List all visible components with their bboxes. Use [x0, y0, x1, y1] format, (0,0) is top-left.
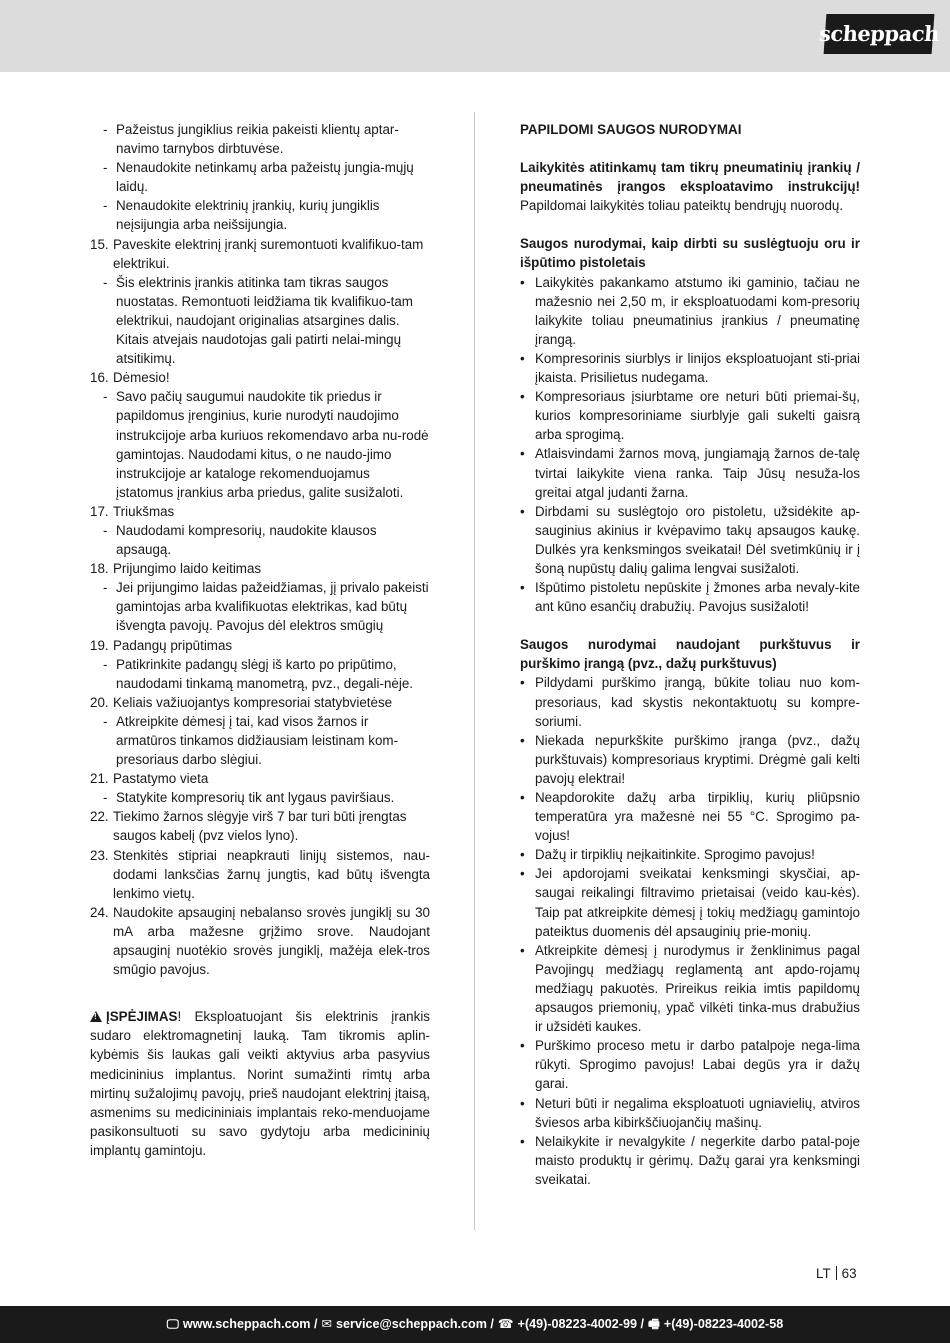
bullet-text: Purškimo proceso metu ir darbo patalpoje nega-lima rūkyti. Sprogimo pavojus! Labai degūs yra ir dažų garai.	[535, 1038, 860, 1092]
warning-text: ! Eksploatuojant šis elektrinis įrankis sudaro elektromagnetinį lauką. Tam tikromis aplin-kybėmis šis laukas gali veikti aktyvius arba pasyvius medicininius implantus. Norint sumažinti rimtų arba mirtinų sužalojimų pavojų, prieš naudojant elektrinį įtaisą, asmenims su medicininiais implantais reko-menduojame pasikonsultuoti su savo gydytoju arba medicininių implantų gamintoju.	[90, 1009, 430, 1158]
dash-item	[90, 158, 430, 196]
item-text: Tiekimo žarnos slėgyje virš 7 bar turi būti įrengtas saugos kabelį (pvz vielos lyno).	[113, 809, 407, 844]
section2-heading: Saugos nurodymai naudojant purkštuvus ir purškimo įrangą (pvz., dažų purkštuvus)	[520, 637, 860, 672]
item-text: Naudokite apsauginį nebalanso srovės jungiklį su 30 mA arba mažesne grįžimo srove. Naudojant apsauginį nuotėkio srovės jungiklį, mažėja elek-tros smūgio pavojus.	[113, 904, 430, 978]
item-text: Patikrinkite padangų slėgį iš karto po pripūtimo, naudodami tinkamą manometrą, pvz., degali-nėje.	[116, 656, 413, 691]
bullet-item	[520, 864, 860, 940]
phone-icon: ☎︎	[497, 1316, 514, 1331]
bullet-text: Nelaikykite ir nevalgykite / negerkite darbo patal-poje maisto produktų ir gėrimų. Dažų garai yra kenksmingi sveikatai.	[535, 1133, 860, 1187]
item-text: Keliais važiuojantys kompresoriai statybvietėse	[113, 694, 393, 710]
bullet-item	[520, 502, 860, 578]
warning-title: ĮSPĖJIMAS	[106, 1009, 178, 1025]
bullet-item	[520, 1036, 860, 1093]
numbered-item	[90, 846, 430, 903]
monitor-icon: 🖵︎	[166, 1316, 179, 1331]
item-marker: -	[103, 580, 108, 596]
bullet-marker: •	[520, 790, 525, 805]
bullet-item	[520, 673, 860, 730]
item-marker: 23.	[90, 847, 109, 863]
page-number	[816, 1264, 857, 1283]
numbered-item	[90, 769, 430, 788]
item-text: Padangų pripūtimas	[113, 637, 233, 653]
footer-phone[interactable]: +(49)-08223-4002-99 /	[517, 1316, 644, 1331]
dash-item	[90, 788, 430, 807]
dash-item	[90, 655, 430, 693]
item-marker: 16.	[90, 370, 109, 386]
bullet-text: Atkreipkite dėmesį į nurodymus ir ženklinimus pagal Pavojingų medžiagų reglamentą ant apdo-rojamų medžiagų pakuotės. Prireikus reikia imtis papildomų apsaugos priemonių, ypač vilkėti tinka-mus drabužius ir užsidėti kaukes.	[535, 942, 860, 1035]
item-marker: 15.	[90, 236, 109, 252]
item-marker: 21.	[90, 771, 109, 787]
numbered-item	[90, 559, 430, 578]
dash-item	[90, 387, 430, 502]
item-text: Nenaudokite netinkamų arba pažeistų jungia-mųjų laidų.	[116, 160, 414, 195]
bullet-item	[520, 941, 860, 1036]
page-separator	[836, 1266, 837, 1280]
item-text: Naudodami kompresorių, naudokite klausos apsaugą.	[116, 522, 377, 558]
item-text: Pastatymo vieta	[113, 771, 209, 787]
bullet-item	[520, 273, 860, 349]
item-marker: -	[103, 389, 108, 405]
left-column	[90, 120, 430, 1160]
bullet-marker: •	[520, 503, 525, 519]
item-text: Šis elektrinis įrankis atitinka tam tikras saugos nuostatas. Remontuoti leidžiama tik kvalifikuo-tam elektrikui, naudojant originalias atsargines dalis. Kitais atvejais naudotojas gali patirti nelai-mingų atsitikimų.	[116, 274, 413, 367]
bullet-item	[520, 1132, 860, 1189]
item-text: Atkreipkite dėmesį į tai, kad visos žarnos ir armatūros tinkamos didžiausiam leistinam kom-presoriaus darbo slėgiui.	[116, 713, 399, 768]
header-band	[0, 0, 950, 72]
fax-icon: 🖷︎	[647, 1316, 660, 1331]
item-marker: -	[103, 522, 108, 538]
intro-paragraph	[520, 158, 860, 215]
section-title: PAPILDOMI SAUGOS NURODYMAI	[520, 122, 742, 137]
page-num-value: 63	[841, 1266, 857, 1281]
bullet-item	[520, 731, 860, 788]
item-marker: -	[103, 160, 108, 176]
bullet-item	[520, 1094, 860, 1132]
item-marker: -	[103, 122, 108, 137]
bullet-marker: •	[520, 446, 525, 462]
item-text: Prijungimo laido keitimas	[113, 561, 262, 577]
item-marker: -	[103, 656, 108, 672]
warning-triangle-icon	[90, 1011, 102, 1022]
item-marker: -	[103, 274, 108, 290]
bullet-marker: •	[520, 350, 525, 366]
dash-item	[90, 521, 430, 559]
dash-item	[90, 196, 430, 234]
footer-email[interactable]: service@scheppach.com /	[336, 1316, 494, 1331]
bullet-text: Dirbdami su suslėgtojo oro pistoletu, užsidėkite ap-sauginius akinius ir kvėpavimo takų apsaugos kaukę. Dulkės yra kenksmingos sveikatai! Dėl svetimkūnių ir į šoną nupūstų dalių galima lengvai susižaloti.	[535, 503, 860, 576]
bullet-marker: •	[520, 580, 525, 596]
item-text: Savo pačių saugumui naudokite tik priedus ir papildomus įrenginius, kurie nurodyti naudojimo instrukcijoje arba kuriuos rekomendavo arba nu-rodė gamintojas. Naudodami kitus, o ne naudo-jimo instrukcijoje ar kataloge rekomenduojamus įstatomus įrankius arba priedus, galite susižaloti.	[116, 389, 429, 500]
bullet-item	[520, 349, 860, 387]
numbered-item	[90, 903, 430, 979]
dash-item	[90, 578, 430, 635]
right-column	[520, 120, 860, 1189]
intro-rest: Papildomai laikykitės toliau pateiktų bendrųjų nuorodų.	[520, 198, 844, 214]
bullet-text: Atlaisvindami žarnos movą, jungiamąją žarnos de-talę tvirtai laikykite viena ranka. Taip Jūsų nesuža-los greitai atgal judanti žarna.	[535, 446, 860, 500]
numbered-item	[90, 235, 430, 273]
bullet-item	[520, 578, 860, 616]
bullet-marker: •	[520, 389, 525, 405]
bullet-text: Laikykitės pakankamo atstumo iki gaminio, tačiau ne mažesnio nei 2,50 m, ir eksploatuodami kom-presorių laikykite toliau pneumatinius įrankius / pneumatinę įrangą.	[535, 274, 860, 347]
dash-item	[90, 120, 430, 158]
bullet-marker: •	[520, 1038, 525, 1054]
item-marker: 22.	[90, 809, 109, 825]
item-text: Dėmesio!	[113, 370, 170, 386]
item-text: Pažeistus jungiklius reikia pakeisti klientų aptar-navimo tarnybos dirbtuvėse.	[116, 122, 399, 157]
bullet-marker: •	[520, 1095, 525, 1111]
mail-icon: ✉︎	[321, 1316, 333, 1331]
item-text: Triukšmas	[113, 503, 175, 519]
item-text: Statykite kompresorių tik ant lygaus paviršiaus.	[116, 790, 395, 806]
column-divider	[474, 112, 475, 1230]
numbered-item	[90, 636, 430, 655]
bullet-marker: •	[520, 1133, 525, 1149]
dash-item	[90, 273, 430, 368]
bullet-text: Išpūtimo pistoletu nepūskite į žmones arba nevaly-kite ant kūno esančių drabužių. Pavojus susižaloti!	[535, 580, 860, 615]
section1-heading: Saugos nurodymai, kaip dirbti su suslėgtuoju oru ir išpūtimo pistoletais	[520, 236, 860, 271]
bullet-text: Dažų ir tirpiklių neįkaitinkite. Sprogimo pavojus!	[535, 847, 815, 863]
item-marker: 18.	[90, 561, 109, 577]
bullet-marker: •	[520, 274, 525, 290]
item-marker: 24.	[90, 904, 109, 920]
section1-list	[520, 273, 860, 617]
scheppach-logo: scheppach	[824, 14, 935, 54]
item-marker: 19.	[90, 637, 109, 653]
item-marker: 17.	[90, 503, 109, 519]
numbered-item	[90, 693, 430, 712]
bullet-marker: •	[520, 675, 525, 691]
bullet-text: Neapdorokite dažų arba tirpiklių, kurių pliūpsnio temperatūra yra mažesnė nei 55 °C. Sprogimo pa-vojus!	[535, 790, 860, 844]
numbered-item	[90, 807, 430, 845]
numbered-item	[90, 368, 430, 387]
footer-bar	[0, 1306, 950, 1343]
bullet-item	[520, 444, 860, 501]
bullet-text: Kompresoriaus įsiurbtame ore neturi būti priemai-šų, kurios kompresoriniame siurblyje gali sukelti gaisrą arba sprogimą.	[535, 389, 860, 443]
section2-list	[520, 673, 860, 1189]
item-text: Jei prijungimo laidas pažeidžiamas, jį privalo pakeisti gamintojas arba kvalifikuotas elektrikas, kad būtų išvengta pavojų. Pavojus dėl elektros smūgių	[116, 580, 429, 634]
footer-fax[interactable]: +(49)-08223-4002-58	[663, 1316, 784, 1331]
bullet-text: Kompresorinis siurblys ir linijos eksploatuojant sti-priai įkaista. Prisilietus nudegama.	[535, 350, 860, 386]
footer-web[interactable]: www.scheppach.com /	[182, 1316, 318, 1331]
bullet-marker: •	[520, 732, 525, 748]
bullet-text: Niekada nepurkškite purškimo įranga (pvz., dažų purkštuvais) kompresoriaus kryptimi. Drėgmė gali kelti pavojų elektrai!	[535, 732, 860, 786]
bullet-text: Pildydami purškimo įrangą, būkite toliau nuo kom-presoriaus, kad skystis nekontaktuotų su kompre-soriumi.	[535, 675, 860, 729]
item-text: Stenkitės stipriai neapkrauti linijų sistemos, nau-dodami lanksčias žarnų jungtis, kad būtų išvengta lenkimo vietų.	[113, 847, 430, 901]
bullet-text: Neturi būti ir negalima eksploatuoti ugniavielių, atviros šviesos arba kibirkščiuojančių mašinų.	[535, 1095, 860, 1130]
page-lang: LT	[816, 1266, 831, 1281]
item-text: Paveskite elektrinį įrankį suremontuoti kvalifikuo-tam elektrikui.	[113, 236, 424, 271]
intro-bold: Laikykitės atitinkamų tam tikrų pneumatinių įrankių / pneumatinės įrangos eksploatavimo instrukcijų!	[520, 160, 860, 195]
dash-item	[90, 712, 430, 769]
numbered-item	[90, 502, 430, 521]
bullet-text: Jei apdorojami sveikatai kenksmingi skysčiai, ap-saugai reikalingi filtravimo prietaisai (veido kau-kės). Taip pat atkreipkite dėmesį į tokių medžiagų gamintojo pateiktus duomenis dėl apsauginių prie-monių.	[535, 866, 860, 939]
bullet-item	[520, 387, 860, 444]
warning-paragraph	[90, 1007, 430, 1160]
bullet-marker: •	[520, 847, 525, 863]
bullet-marker: •	[520, 942, 525, 958]
item-marker: 20.	[90, 694, 109, 710]
item-marker: -	[103, 713, 108, 729]
bullet-marker: •	[520, 866, 525, 882]
item-marker: -	[103, 198, 108, 214]
item-text: Nenaudokite elektrinių įrankių, kurių jungiklis neįsijungia arba neišsijungia.	[116, 198, 380, 233]
item-marker: -	[103, 790, 108, 806]
bullet-item	[520, 788, 860, 845]
bullet-item	[520, 845, 860, 864]
